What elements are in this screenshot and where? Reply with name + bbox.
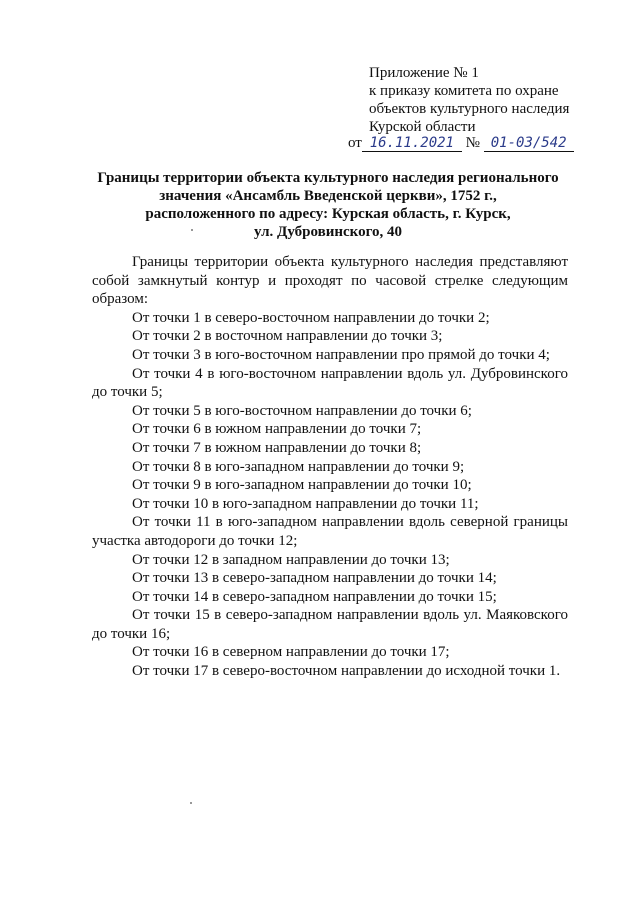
title-line: расположенного по адресу: Курская область, г. Курск, [145, 206, 511, 222]
annex-line: Приложение № 1 [369, 65, 479, 81]
boundary-segment: От точки 1 в северо-восточном направлении до точки 2; [132, 309, 490, 326]
boundary-segment: От точки 16 в северном направлении до точки 17; [132, 644, 450, 661]
boundary-segment: От точки 11 в юго-западном направлении вдоль северной границы участка автодороги до точки 12; [92, 514, 568, 549]
boundary-segment: От точки 4 в юго-восточном направлении вдоль ул. Дубровинского до точки 5; [92, 365, 568, 401]
document-title [88, 169, 568, 241]
boundary-segment: От точки 17 в северо-восточном направлении до исходной точки 1. [132, 663, 561, 680]
order-number: 01-03/542 [484, 135, 574, 152]
boundary-segment: От точки 7 в южном направлении до точки 8; [132, 439, 422, 456]
annex-line: к приказу комитета по охране [369, 83, 559, 99]
intro-paragraph: Границы территории объекта культурного наследия представляют собой замкнутый контур и проходят по часовой стрелке следующим образом: [92, 254, 568, 308]
boundary-segment: От точки 15 в северо-западном направлении вдоль ул. Маяковского до точки 16; [92, 607, 568, 642]
from-label: от [348, 135, 362, 151]
scan-speck [191, 229, 193, 231]
number-label: № [465, 135, 480, 151]
boundary-segment: От точки 3 в юго-восточном направлении про прямой до точки 4; [132, 346, 550, 363]
title-line: значения «Ансамбль Введенской церкви», 1752 г., [159, 188, 497, 204]
annex-header [369, 64, 569, 136]
boundary-segment: От точки 12 в западном направлении до точки 13; [132, 551, 450, 568]
boundary-segment: От точки 10 в юго-западном направлении до точки 11; [132, 495, 479, 512]
boundary-segment: От точки 6 в южном направлении до точки 7; [132, 421, 422, 438]
title-line: Границы территории объекта культурного наследия регионального [97, 170, 559, 186]
boundary-segment: От точки 8 в юго-западном направлении до точки 9; [132, 458, 465, 475]
scan-speck [190, 802, 192, 804]
boundary-segment: От точки 9 в юго-западном направлении до точки 10; [132, 477, 472, 494]
boundary-segment: От точки 5 в юго-восточном направлении до точки 6; [132, 402, 472, 419]
order-reference [348, 134, 574, 152]
boundary-segment: От точки 14 в северо-западном направлении до точки 15; [132, 588, 497, 605]
boundary-segment: От точки 13 в северо-западном направлении до точки 14; [132, 570, 497, 587]
title-line: ул. Дубровинского, 40 [253, 224, 403, 240]
annex-line: объектов культурного наследия [369, 101, 570, 117]
annex-line: Курской области [369, 119, 476, 135]
boundary-segment: От точки 2 в восточном направлении до точки 3; [132, 328, 443, 345]
order-date: 16.11.2021 [362, 135, 462, 152]
document-body [92, 253, 568, 681]
